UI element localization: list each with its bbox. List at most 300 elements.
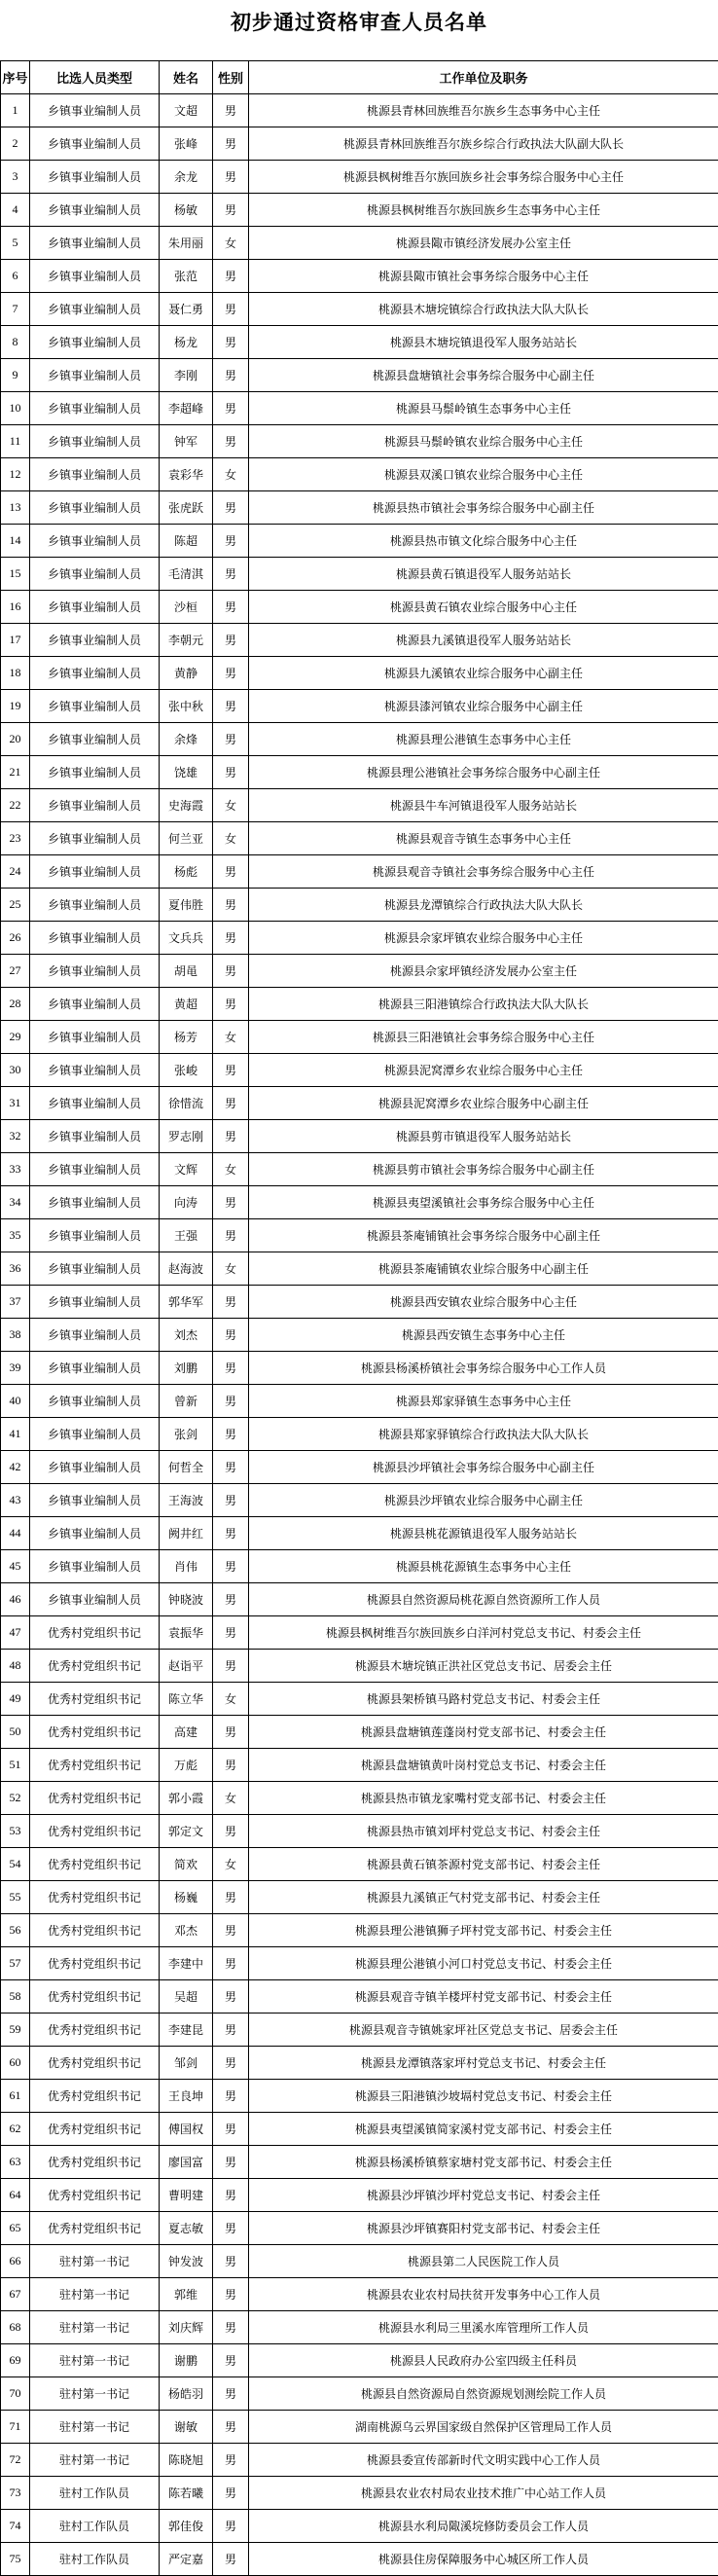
table-row (1, 690, 718, 723)
row-gender: 男 (213, 855, 249, 889)
row-unit: 桃源县龙潭镇综合行政执法大队大队长 (249, 889, 718, 922)
row-name: 陈立华 (160, 1683, 213, 1716)
row-gender: 男 (213, 2179, 249, 2212)
table-row (1, 161, 718, 194)
table-row (1, 458, 718, 491)
row-unit: 桃源县漆河镇农业综合服务中心副主任 (249, 690, 718, 723)
table-row (1, 525, 718, 558)
row-gender: 男 (213, 127, 249, 161)
row-unit: 桃源县水利局三里溪水库管理所工作人员 (249, 2311, 718, 2344)
row-unit: 桃源县西安镇生态事务中心主任 (249, 1319, 718, 1352)
column-header-gender: 性别 (213, 61, 249, 94)
row-name: 何兰亚 (160, 822, 213, 855)
row-type: 乡镇事业编制人员 (30, 227, 160, 260)
row-type: 乡镇事业编制人员 (30, 1319, 160, 1352)
row-type: 乡镇事业编制人员 (30, 458, 160, 491)
row-name: 黄静 (160, 657, 213, 690)
table-row (1, 2477, 718, 2510)
table-row (1, 425, 718, 458)
row-name: 罗志刚 (160, 1120, 213, 1153)
table-row (1, 491, 718, 525)
table-row (1, 127, 718, 161)
row-unit: 桃源县理公港镇社会事务综合服务中心副主任 (249, 756, 718, 789)
table-row (1, 1252, 718, 1286)
row-name: 赵诣平 (160, 1650, 213, 1683)
row-gender: 男 (213, 194, 249, 227)
row-number: 73 (1, 2477, 30, 2510)
row-number: 26 (1, 922, 30, 955)
row-unit: 桃源县架桥镇马路村党总支书记、村委会主任 (249, 1683, 718, 1716)
row-unit: 桃源县枫树维吾尔族回族乡白洋河村党总支书记、村委会主任 (249, 1616, 718, 1650)
row-gender: 男 (213, 1385, 249, 1418)
row-unit: 桃源县杨溪桥镇蔡家塘村党支部书记、村委会主任 (249, 2146, 718, 2179)
row-number: 36 (1, 1252, 30, 1286)
row-unit: 桃源县马鬃岭镇农业综合服务中心主任 (249, 425, 718, 458)
row-number: 25 (1, 889, 30, 922)
row-gender: 男 (213, 2245, 249, 2278)
row-type: 乡镇事业编制人员 (30, 988, 160, 1021)
row-name: 吴超 (160, 1980, 213, 2014)
row-unit: 桃源县农业农村局扶贫开发事务中心工作人员 (249, 2278, 718, 2311)
row-number: 50 (1, 1716, 30, 1749)
row-unit: 桃源县泥窝潭乡农业综合服务中心副主任 (249, 1087, 718, 1120)
row-unit: 桃源县夷望溪镇社会事务综合服务中心主任 (249, 1186, 718, 1219)
row-type: 乡镇事业编制人员 (30, 1286, 160, 1319)
row-unit: 桃源县九溪镇正气村党支部书记、村委会主任 (249, 1881, 718, 1914)
row-type: 乡镇事业编制人员 (30, 1517, 160, 1550)
row-type: 驻村第一书记 (30, 2444, 160, 2477)
row-unit: 桃源县三阳港镇社会事务综合服务中心主任 (249, 1021, 718, 1054)
row-gender: 男 (213, 2377, 249, 2411)
row-number: 68 (1, 2311, 30, 2344)
row-unit: 桃源县黄石镇退役军人服务站站长 (249, 558, 718, 591)
row-number: 48 (1, 1650, 30, 1683)
row-number: 63 (1, 2146, 30, 2179)
table-row (1, 1484, 718, 1517)
row-number: 56 (1, 1914, 30, 1947)
table-row (1, 2014, 718, 2047)
row-number: 7 (1, 293, 30, 326)
row-unit: 桃源县热市镇社会事务综合服务中心副主任 (249, 491, 718, 525)
row-number: 66 (1, 2245, 30, 2278)
row-type: 乡镇事业编制人员 (30, 127, 160, 161)
row-name: 赵海波 (160, 1252, 213, 1286)
row-number: 31 (1, 1087, 30, 1120)
table-row (1, 1153, 718, 1186)
row-type: 驻村第一书记 (30, 2245, 160, 2278)
row-name: 张峻 (160, 1054, 213, 1087)
table-row (1, 1616, 718, 1650)
row-type: 乡镇事业编制人员 (30, 425, 160, 458)
row-number: 67 (1, 2278, 30, 2311)
row-number: 43 (1, 1484, 30, 1517)
table-row (1, 1914, 718, 1947)
row-type: 乡镇事业编制人员 (30, 922, 160, 955)
table-row (1, 1418, 718, 1451)
row-gender: 女 (213, 1252, 249, 1286)
row-unit: 桃源县观音寺镇生态事务中心主任 (249, 822, 718, 855)
row-gender: 男 (213, 260, 249, 293)
row-unit: 桃源县陬市镇经济发展办公室主任 (249, 227, 718, 260)
row-type: 乡镇事业编制人员 (30, 1021, 160, 1054)
table-row (1, 293, 718, 326)
table-row (1, 2510, 718, 2543)
row-type: 乡镇事业编制人员 (30, 392, 160, 425)
row-gender: 女 (213, 458, 249, 491)
row-number: 16 (1, 591, 30, 624)
table-row (1, 1120, 718, 1153)
row-gender: 男 (213, 491, 249, 525)
table-row (1, 855, 718, 889)
row-type: 乡镇事业编制人员 (30, 756, 160, 789)
row-gender: 男 (213, 293, 249, 326)
row-gender: 男 (213, 591, 249, 624)
row-number: 20 (1, 723, 30, 756)
row-name: 胡黾 (160, 955, 213, 988)
table-row (1, 2245, 718, 2278)
row-type: 乡镇事业编制人员 (30, 789, 160, 822)
row-unit: 桃源县三阳港镇沙坡塥村党总支书记、村委会主任 (249, 2080, 718, 2113)
row-unit: 桃源县双溪口镇农业综合服务中心主任 (249, 458, 718, 491)
row-gender: 男 (213, 2047, 249, 2080)
row-unit: 桃源县青林回族维吾尔族乡综合行政执法大队副大队长 (249, 127, 718, 161)
row-unit: 桃源县桃花源镇生态事务中心主任 (249, 1550, 718, 1583)
row-name: 聂仁勇 (160, 293, 213, 326)
table-row (1, 1517, 718, 1550)
row-name: 杨彪 (160, 855, 213, 889)
row-gender: 男 (213, 1550, 249, 1583)
row-type: 优秀村党组织书记 (30, 1650, 160, 1683)
row-unit: 桃源县观音寺镇姚家坪社区党总支书记、居委会主任 (249, 2014, 718, 2047)
row-number: 42 (1, 1451, 30, 1484)
row-number: 71 (1, 2411, 30, 2444)
row-name: 陈若曦 (160, 2477, 213, 2510)
row-type: 乡镇事业编制人员 (30, 1583, 160, 1616)
row-gender: 男 (213, 2344, 249, 2377)
row-type: 优秀村党组织书记 (30, 1881, 160, 1914)
row-name: 阙井红 (160, 1517, 213, 1550)
row-unit: 桃源县盘塘镇莲蓬岗村党支部书记、村委会主任 (249, 1716, 718, 1749)
row-gender: 男 (213, 690, 249, 723)
row-unit: 桃源县观音寺镇羊楼坪村党支部书记、村委会主任 (249, 1980, 718, 2014)
row-type: 驻村工作队员 (30, 2510, 160, 2543)
row-gender: 男 (213, 1881, 249, 1914)
row-unit: 桃源县青林回族维吾尔族乡生态事务中心主任 (249, 94, 718, 127)
row-name: 李刚 (160, 359, 213, 392)
row-name: 刘杰 (160, 1319, 213, 1352)
row-name: 陈超 (160, 525, 213, 558)
row-type: 乡镇事业编制人员 (30, 94, 160, 127)
row-type: 乡镇事业编制人员 (30, 1087, 160, 1120)
row-number: 21 (1, 756, 30, 789)
row-name: 郭维 (160, 2278, 213, 2311)
row-number: 57 (1, 1947, 30, 1980)
row-type: 优秀村党组织书记 (30, 1848, 160, 1881)
row-name: 黄超 (160, 988, 213, 1021)
row-unit: 桃源县九溪镇退役军人服务站站长 (249, 624, 718, 657)
row-type: 乡镇事业编制人员 (30, 260, 160, 293)
row-unit: 桃源县夷望溪镇简家溪村党支部书记、村委会主任 (249, 2113, 718, 2146)
row-name: 曾新 (160, 1385, 213, 1418)
row-gender: 女 (213, 789, 249, 822)
row-unit: 桃源县木塘垸镇综合行政执法大队大队长 (249, 293, 718, 326)
row-number: 13 (1, 491, 30, 525)
row-name: 张峰 (160, 127, 213, 161)
row-type: 优秀村党组织书记 (30, 1980, 160, 2014)
row-unit: 桃源县郑家驿镇生态事务中心主任 (249, 1385, 718, 1418)
row-number: 69 (1, 2344, 30, 2377)
row-name: 余龙 (160, 161, 213, 194)
row-type: 乡镇事业编制人员 (30, 1153, 160, 1186)
row-type: 乡镇事业编制人员 (30, 855, 160, 889)
row-type: 优秀村党组织书记 (30, 2047, 160, 2080)
row-type: 乡镇事业编制人员 (30, 326, 160, 359)
row-type: 优秀村党组织书记 (30, 1749, 160, 1782)
row-gender: 男 (213, 2444, 249, 2477)
table-row (1, 1550, 718, 1583)
table-row (1, 260, 718, 293)
row-number: 18 (1, 657, 30, 690)
row-name: 曹明建 (160, 2179, 213, 2212)
table-row (1, 1650, 718, 1683)
row-gender: 男 (213, 2146, 249, 2179)
row-name: 张虎跃 (160, 491, 213, 525)
row-type: 乡镇事业编制人员 (30, 1054, 160, 1087)
row-number: 41 (1, 1418, 30, 1451)
row-number: 38 (1, 1319, 30, 1352)
table-row (1, 2411, 718, 2444)
table-row (1, 2543, 718, 2576)
row-type: 优秀村党组织书记 (30, 1947, 160, 1980)
row-number: 6 (1, 260, 30, 293)
row-name: 谢鹏 (160, 2344, 213, 2377)
row-gender: 男 (213, 1219, 249, 1252)
row-gender: 男 (213, 525, 249, 558)
row-gender: 男 (213, 1914, 249, 1947)
row-gender: 男 (213, 1947, 249, 1980)
table-row (1, 326, 718, 359)
row-number: 53 (1, 1815, 30, 1848)
table-row (1, 1319, 718, 1352)
row-type: 乡镇事业编制人员 (30, 1352, 160, 1385)
row-unit: 桃源县农业农村局农业技术推广中心站工作人员 (249, 2477, 718, 2510)
row-number: 74 (1, 2510, 30, 2543)
row-number: 46 (1, 1583, 30, 1616)
row-gender: 男 (213, 1650, 249, 1683)
table-row (1, 1881, 718, 1914)
row-type: 优秀村党组织书记 (30, 1914, 160, 1947)
row-gender: 男 (213, 922, 249, 955)
row-unit: 桃源县沙坪镇赛阳村党支部书记、村委会主任 (249, 2212, 718, 2245)
row-name: 陈晓旭 (160, 2444, 213, 2477)
table-row (1, 1451, 718, 1484)
row-unit: 桃源县沙坪镇沙坪村党总支书记、村委会主任 (249, 2179, 718, 2212)
row-type: 乡镇事业编制人员 (30, 359, 160, 392)
table-row (1, 1021, 718, 1054)
row-number: 39 (1, 1352, 30, 1385)
column-header-unit: 工作单位及职务 (249, 61, 718, 94)
row-name: 简欢 (160, 1848, 213, 1881)
row-number: 5 (1, 227, 30, 260)
row-name: 文辉 (160, 1153, 213, 1186)
table-row (1, 1848, 718, 1881)
row-number: 49 (1, 1683, 30, 1716)
row-name: 廖国富 (160, 2146, 213, 2179)
row-type: 乡镇事业编制人员 (30, 1451, 160, 1484)
row-name: 文超 (160, 94, 213, 127)
row-name: 向涛 (160, 1186, 213, 1219)
row-gender: 男 (213, 2477, 249, 2510)
row-name: 肖伟 (160, 1550, 213, 1583)
table-row (1, 822, 718, 855)
row-number: 24 (1, 855, 30, 889)
table-row (1, 1219, 718, 1252)
row-unit: 桃源县水利局陬溪垸修防委员会工作人员 (249, 2510, 718, 2543)
row-name: 刘庆辉 (160, 2311, 213, 2344)
row-unit: 桃源县三阳港镇综合行政执法大队大队长 (249, 988, 718, 1021)
table-row (1, 1352, 718, 1385)
row-unit: 桃源县委宣传部新时代文明实践中心工作人员 (249, 2444, 718, 2477)
row-unit: 桃源县理公港镇生态事务中心主任 (249, 723, 718, 756)
row-name: 杨皓羽 (160, 2377, 213, 2411)
row-unit: 桃源县杨溪桥镇社会事务综合服务中心工作人员 (249, 1352, 718, 1385)
row-gender: 男 (213, 1319, 249, 1352)
row-name: 刘鹏 (160, 1352, 213, 1385)
row-gender: 男 (213, 657, 249, 690)
row-type: 乡镇事业编制人员 (30, 558, 160, 591)
row-name: 朱用丽 (160, 227, 213, 260)
row-number: 40 (1, 1385, 30, 1418)
row-unit: 桃源县热市镇文化综合服务中心主任 (249, 525, 718, 558)
row-type: 乡镇事业编制人员 (30, 955, 160, 988)
row-type: 优秀村党组织书记 (30, 2146, 160, 2179)
row-type: 乡镇事业编制人员 (30, 1385, 160, 1418)
row-name: 沙桓 (160, 591, 213, 624)
page-title: 初步通过资格审查人员名单 (231, 11, 487, 34)
table-row (1, 1186, 718, 1219)
row-unit: 桃源县茶庵铺镇社会事务综合服务中心副主任 (249, 1219, 718, 1252)
table-row (1, 922, 718, 955)
row-gender: 男 (213, 2543, 249, 2576)
row-unit: 桃源县沙坪镇农业综合服务中心副主任 (249, 1484, 718, 1517)
column-header-type: 比选人员类型 (30, 61, 160, 94)
row-number: 10 (1, 392, 30, 425)
row-gender: 女 (213, 1848, 249, 1881)
row-name: 邓杰 (160, 1914, 213, 1947)
table-row (1, 2146, 718, 2179)
row-type: 乡镇事业编制人员 (30, 161, 160, 194)
row-type: 优秀村党组织书记 (30, 1815, 160, 1848)
row-name: 万彪 (160, 1749, 213, 1782)
table-row (1, 723, 718, 756)
table-row (1, 1980, 718, 2014)
table-row (1, 2212, 718, 2245)
row-unit: 桃源县茶庵铺镇农业综合服务中心副主任 (249, 1252, 718, 1286)
row-number: 1 (1, 94, 30, 127)
row-unit: 桃源县热市镇龙家嘴村党支部书记、村委会主任 (249, 1782, 718, 1815)
row-gender: 男 (213, 1451, 249, 1484)
row-type: 乡镇事业编制人员 (30, 1484, 160, 1517)
row-unit: 桃源县西安镇农业综合服务中心主任 (249, 1286, 718, 1319)
column-header-number: 序号 (1, 61, 30, 94)
table-row (1, 1683, 718, 1716)
row-unit: 桃源县陬市镇社会事务综合服务中心主任 (249, 260, 718, 293)
row-unit: 桃源县佘家坪镇农业综合服务中心主任 (249, 922, 718, 955)
row-name: 余烽 (160, 723, 213, 756)
row-name: 杨龙 (160, 326, 213, 359)
row-name: 杨敏 (160, 194, 213, 227)
table-row (1, 2047, 718, 2080)
row-name: 夏伟胜 (160, 889, 213, 922)
row-name: 邹剑 (160, 2047, 213, 2080)
table-row (1, 94, 718, 127)
row-number: 44 (1, 1517, 30, 1550)
row-gender: 男 (213, 1418, 249, 1451)
row-gender: 男 (213, 2080, 249, 2113)
row-unit: 桃源县住房保障服务中心城区所工作人员 (249, 2543, 718, 2576)
row-number: 2 (1, 127, 30, 161)
row-name: 何哲全 (160, 1451, 213, 1484)
row-gender: 男 (213, 1484, 249, 1517)
row-gender: 男 (213, 1054, 249, 1087)
row-number: 65 (1, 2212, 30, 2245)
row-number: 23 (1, 822, 30, 855)
row-number: 60 (1, 2047, 30, 2080)
row-gender: 男 (213, 723, 249, 756)
row-unit: 桃源县黄石镇茶源村党支部书记、村委会主任 (249, 1848, 718, 1881)
row-name: 李建中 (160, 1947, 213, 1980)
row-unit: 桃源县第二人民医院工作人员 (249, 2245, 718, 2278)
row-name: 傅国权 (160, 2113, 213, 2146)
table-row (1, 2179, 718, 2212)
row-number: 59 (1, 2014, 30, 2047)
table-row (1, 955, 718, 988)
row-type: 驻村工作队员 (30, 2543, 160, 2576)
row-number: 27 (1, 955, 30, 988)
title-table-spacer (0, 43, 718, 60)
row-gender: 男 (213, 2212, 249, 2245)
table-row (1, 988, 718, 1021)
row-type: 乡镇事业编制人员 (30, 1418, 160, 1451)
row-type: 驻村工作队员 (30, 2477, 160, 2510)
row-name: 饶雄 (160, 756, 213, 789)
row-number: 32 (1, 1120, 30, 1153)
table-row (1, 1815, 718, 1848)
table-row (1, 2113, 718, 2146)
row-name: 张剑 (160, 1418, 213, 1451)
row-unit: 桃源县佘家坪镇经济发展办公室主任 (249, 955, 718, 988)
row-name: 高建 (160, 1716, 213, 1749)
row-name: 钟军 (160, 425, 213, 458)
row-unit: 桃源县人民政府办公室四级主任科员 (249, 2344, 718, 2377)
row-number: 75 (1, 2543, 30, 2576)
row-number: 4 (1, 194, 30, 227)
row-name: 王良坤 (160, 2080, 213, 2113)
row-number: 12 (1, 458, 30, 491)
row-unit: 桃源县龙潭镇落家坪村党总支书记、村委会主任 (249, 2047, 718, 2080)
table-row (1, 2278, 718, 2311)
row-gender: 男 (213, 1186, 249, 1219)
row-gender: 男 (213, 425, 249, 458)
table-row (1, 2444, 718, 2477)
row-unit: 湖南桃源乌云界国家级自然保护区管理局工作人员 (249, 2411, 718, 2444)
row-gender: 女 (213, 1153, 249, 1186)
row-type: 乡镇事业编制人员 (30, 293, 160, 326)
row-name: 严定嘉 (160, 2543, 213, 2576)
row-number: 15 (1, 558, 30, 591)
row-number: 8 (1, 326, 30, 359)
row-type: 乡镇事业编制人员 (30, 822, 160, 855)
